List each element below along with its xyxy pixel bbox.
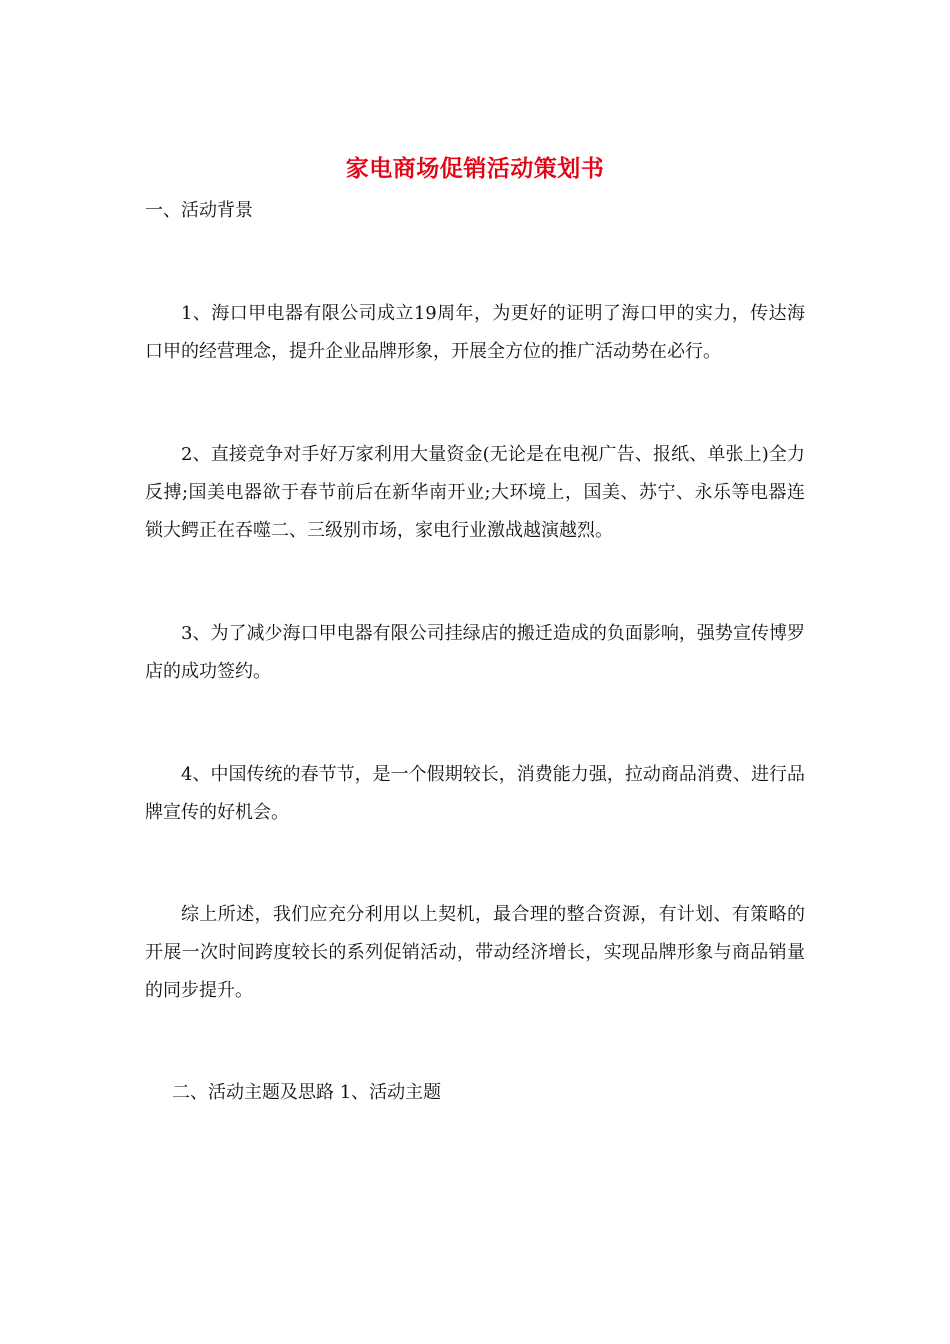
paragraph-summary: 综上所述，我们应充分利用以上契机，最合理的整合资源，有计划、有策略的开展一次时间跨度较长的系列促销活动，带动经济增长，实现品牌形象与商品销量的同步提升。	[145, 904, 805, 1001]
paragraph-2: 2、直接竞争对手好万家利用大量资金(无论是在电视广告、报纸、单张上)全力反搏;国美电器欲于春节前后在新华南开业;大环境上，国美、苏宁、永乐等电器连锁大鳄正在吞噬二、三级别市场，家电行业激战越演越烈。	[145, 444, 805, 541]
section-heading-background: 一、活动背景	[145, 200, 253, 221]
paragraph-1: 1、海口甲电器有限公司成立19周年，为更好的证明了海口甲的实力，传达海口甲的经营理念，提升企业品牌形象，开展全方位的推广活动势在必行。	[145, 303, 805, 362]
paragraph-3: 3、为了减少海口甲电器有限公司挂绿店的搬迁造成的负面影响，强势宣传博罗店的成功签约。	[145, 623, 805, 682]
section-heading-theme: 二、活动主题及思路 1、活动主题	[172, 1082, 442, 1103]
paragraph-4: 4、中国传统的春节节，是一个假期较长，消费能力强，拉动商品消费、进行品牌宣传的好机会。	[145, 764, 805, 823]
document-title: 家电商场促销活动策划书	[345, 155, 605, 182]
